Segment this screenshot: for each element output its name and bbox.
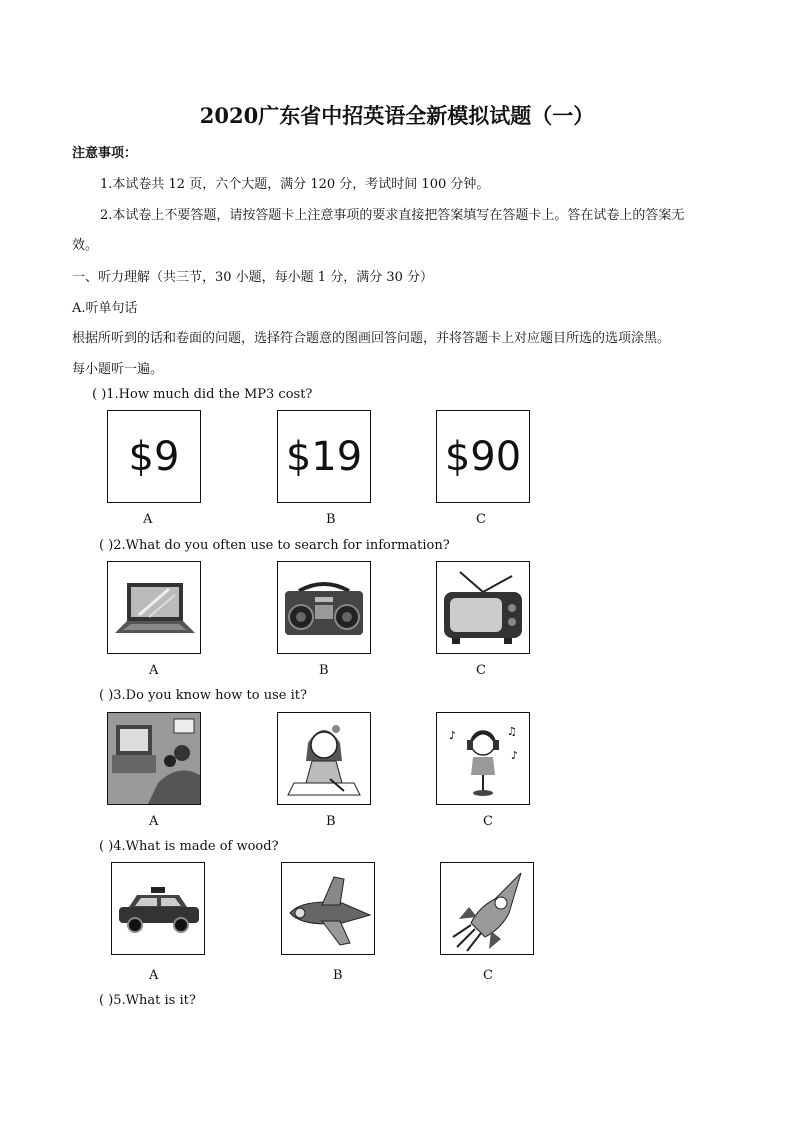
- taxi-icon: [113, 879, 203, 939]
- svg-text:♪: ♪: [511, 749, 519, 762]
- question-2-text: 2.What do you often use to search for information?: [113, 538, 450, 553]
- instruction-line-2: 每小题听一遍。: [72, 362, 164, 377]
- question-4: [99, 838, 279, 856]
- answer-blank[interactable]: ( ): [99, 688, 114, 703]
- option-label-1c: C: [476, 512, 486, 527]
- girl-writing-icon: [278, 713, 370, 804]
- option-4b-box[interactable]: [281, 862, 375, 955]
- option-label-3b: B: [326, 814, 336, 829]
- question-2: [99, 537, 450, 555]
- price-90: $90: [444, 433, 522, 480]
- price-9: $9: [128, 433, 180, 480]
- question-3-text: 3.Do you know how to use it?: [113, 688, 307, 703]
- option-3a-box[interactable]: [107, 712, 201, 805]
- answer-blank[interactable]: ( ): [99, 993, 114, 1008]
- option-label-3a: A: [149, 814, 159, 829]
- option-2a-box[interactable]: [107, 561, 201, 654]
- option-label-4a: A: [149, 968, 159, 983]
- question-5-text: 5.What is it?: [113, 993, 196, 1008]
- option-label-3c: C: [483, 814, 493, 829]
- option-1b-box[interactable]: [277, 410, 371, 503]
- instruction-line-1: 根据所听到的话和卷面的问题，选择符合题意的图画回答问题，并将答题卡上对应题目所选的选项涂黑。: [72, 331, 671, 346]
- airplane-icon: [282, 869, 374, 949]
- section-title: 一、听力理解（共三节，30 小题，每小题 1 分，满分 30 分）: [72, 270, 434, 285]
- part-a-title: A.听单句话: [72, 301, 138, 316]
- option-label-1a: A: [143, 512, 153, 527]
- radio-cassette-icon: [279, 573, 369, 643]
- answer-blank[interactable]: ( ): [92, 387, 107, 402]
- svg-text:♪: ♪: [449, 729, 457, 742]
- page-title: 2020广东省中招英语全新模拟试题（一）: [199, 103, 595, 128]
- laptop-icon: [109, 573, 199, 643]
- option-label-4c: C: [483, 968, 493, 983]
- answer-blank[interactable]: ( ): [99, 839, 114, 854]
- option-1a-box[interactable]: [107, 410, 201, 503]
- answer-blank[interactable]: ( ): [99, 538, 114, 553]
- option-label-2b: B: [319, 663, 329, 678]
- option-3b-box[interactable]: [277, 712, 371, 805]
- notice-item-2-line-1: 2.本试卷上不要答题，请按答题卡上注意事项的要求直接把答案填写在答题卡上。答在试卷上的答案无: [100, 208, 685, 223]
- option-2b-box[interactable]: [277, 561, 371, 654]
- option-4c-box[interactable]: [440, 862, 534, 955]
- question-1: [92, 386, 312, 404]
- notice-item-2-line-2: 效。: [72, 238, 99, 253]
- watching-tv-icon: [108, 713, 200, 804]
- option-2c-box[interactable]: [436, 561, 530, 654]
- svg-text:♫: ♫: [507, 725, 517, 738]
- price-19: $19: [285, 433, 363, 480]
- option-1c-box[interactable]: [436, 410, 530, 503]
- option-label-2a: A: [149, 663, 159, 678]
- question-1-text: 1.How much did the MP3 cost?: [106, 387, 313, 402]
- option-label-1b: B: [326, 512, 336, 527]
- notice-item-1: 1.本试卷共 12 页，六个大题，满分 120 分，考试时间 100 分钟。: [100, 177, 490, 192]
- question-5: [99, 992, 196, 1010]
- question-3: [99, 687, 307, 705]
- question-4-text: 4.What is made of wood?: [113, 839, 279, 854]
- girl-headphones-icon: [437, 713, 529, 804]
- option-label-4b: B: [333, 968, 343, 983]
- notice-heading: 注意事项：: [72, 146, 138, 161]
- option-label-2c: C: [476, 663, 486, 678]
- option-4a-box[interactable]: [111, 862, 205, 955]
- television-icon: [438, 568, 528, 648]
- option-3c-box[interactable]: [436, 712, 530, 805]
- rocket-icon: [441, 863, 533, 954]
